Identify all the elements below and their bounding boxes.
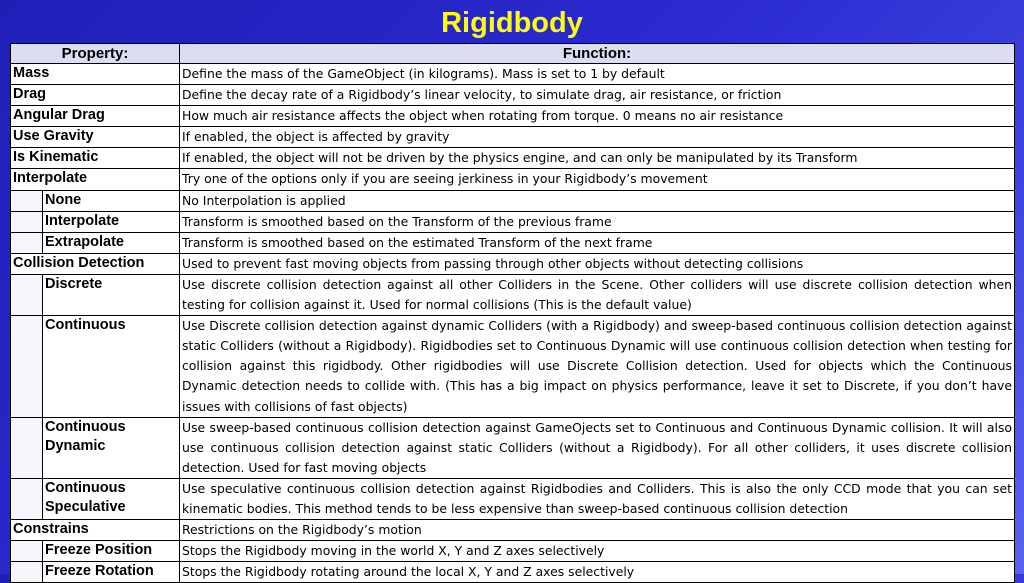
function-cell: No Interpolation is applied [180, 190, 1015, 211]
function-cell: Stops the Rigidbody moving in the world X, Y and Z axes selectively [180, 541, 1015, 562]
function-cell: Restrictions on the Rigidbody’s motion [180, 520, 1015, 541]
function-cell: Transform is smoothed based on the estimated Transform of the next frame [180, 232, 1015, 253]
table-row [11, 520, 1015, 541]
indent-cell [11, 541, 43, 562]
function-column-header: Function: [180, 44, 1015, 64]
property-cell: Freeze Rotation [43, 562, 180, 583]
property-cell: Interpolate [11, 169, 180, 190]
indent-cell [11, 478, 43, 519]
property-cell: Mass [11, 64, 180, 85]
function-cell: If enabled, the object will not be driven by the physics engine, and can only be manipulated by its Transform [180, 148, 1015, 169]
rigidbody-properties-table [10, 43, 1015, 583]
property-cell: None [43, 190, 180, 211]
table-row [11, 211, 1015, 232]
table-row [11, 190, 1015, 211]
property-cell: Drag [11, 85, 180, 106]
function-cell: Use speculative continuous collision detection against Rigidbodies and Colliders. This is also the only CCD mode that you can set kinematic bodies. This method tends to be less expensive than sweep-based continuous collision detection [180, 478, 1015, 519]
property-cell: Freeze Position [43, 541, 180, 562]
property-cell: Use Gravity [11, 127, 180, 148]
table-row [11, 478, 1015, 519]
function-cell: Define the decay rate of a Rigidbody’s linear velocity, to simulate drag, air resistance, or friction [180, 85, 1015, 106]
property-cell: Discrete [43, 274, 180, 315]
property-cell: Continuous Speculative [43, 478, 180, 519]
property-cell: Collision Detection [11, 253, 180, 274]
indent-cell [11, 417, 43, 478]
property-cell: Continuous Dynamic [43, 417, 180, 478]
table-row [11, 148, 1015, 169]
page-title: Rigidbody [441, 7, 583, 39]
table-header-row [11, 44, 1015, 64]
table-row [11, 541, 1015, 562]
function-cell: Define the mass of the GameObject (in kilograms). Mass is set to 1 by default [180, 64, 1015, 85]
property-cell: Constrains [11, 520, 180, 541]
function-cell: If enabled, the object is affected by gravity [180, 127, 1015, 148]
function-cell: Use discrete collision detection against all other Colliders in the Scene. Other colliders will use discrete collision detection when testing for collision against it. Used for normal collisions (This is the default value) [180, 274, 1015, 315]
function-cell: Used to prevent fast moving objects from passing through other objects without detecting collisions [180, 253, 1015, 274]
indent-cell [11, 274, 43, 315]
indent-cell [11, 232, 43, 253]
function-cell: Try one of the options only if you are seeing jerkiness in your Rigidbody’s movement [180, 169, 1015, 190]
indent-cell [11, 211, 43, 232]
table-row [11, 232, 1015, 253]
table-row [11, 274, 1015, 315]
table-row [11, 417, 1015, 478]
table-row [11, 85, 1015, 106]
table-row [11, 316, 1015, 417]
property-cell: Continuous [43, 316, 180, 417]
table-row [11, 169, 1015, 190]
property-cell: Interpolate [43, 211, 180, 232]
property-cell: Angular Drag [11, 106, 180, 127]
property-column-header: Property: [11, 44, 180, 64]
indent-cell [11, 316, 43, 417]
indent-cell [11, 190, 43, 211]
function-cell: How much air resistance affects the object when rotating from torque. 0 means no air resistance [180, 106, 1015, 127]
function-cell: Use sweep-based continuous collision detection against GameOjects set to Continuous and Continuous Dynamic collision. It will also use continuous collision detection against static Colliders (without a Rigidbody). For all other colliders, it uses discrete collision detection. Used for fast moving objects [180, 417, 1015, 478]
table-row [11, 127, 1015, 148]
function-cell: Transform is smoothed based on the Transform of the previous frame [180, 211, 1015, 232]
property-cell: Is Kinematic [11, 148, 180, 169]
table-row [11, 253, 1015, 274]
table-row [11, 106, 1015, 127]
property-cell: Extrapolate [43, 232, 180, 253]
table-row [11, 64, 1015, 85]
function-cell: Use Discrete collision detection against dynamic Colliders (with a Rigidbody) and sweep-based continuous collision detection against static Colliders (without a Rigidbody). Rigidbodies set to Continuous Dynamic will use continuous collision detection when testing for collision against this rigidbody. Other rigidbodies will use Discrete Collision detection. Used for objects which the Continuous Dynamic detection needs to collide with. (This has a big impact on physics performance, leave it set to Discrete, if you don’t have issues with collisions of fast objects) [180, 316, 1015, 417]
table-row [11, 562, 1015, 583]
function-cell: Stops the Rigidbody rotating around the local X, Y and Z axes selectively [180, 562, 1015, 583]
indent-cell [11, 562, 43, 583]
